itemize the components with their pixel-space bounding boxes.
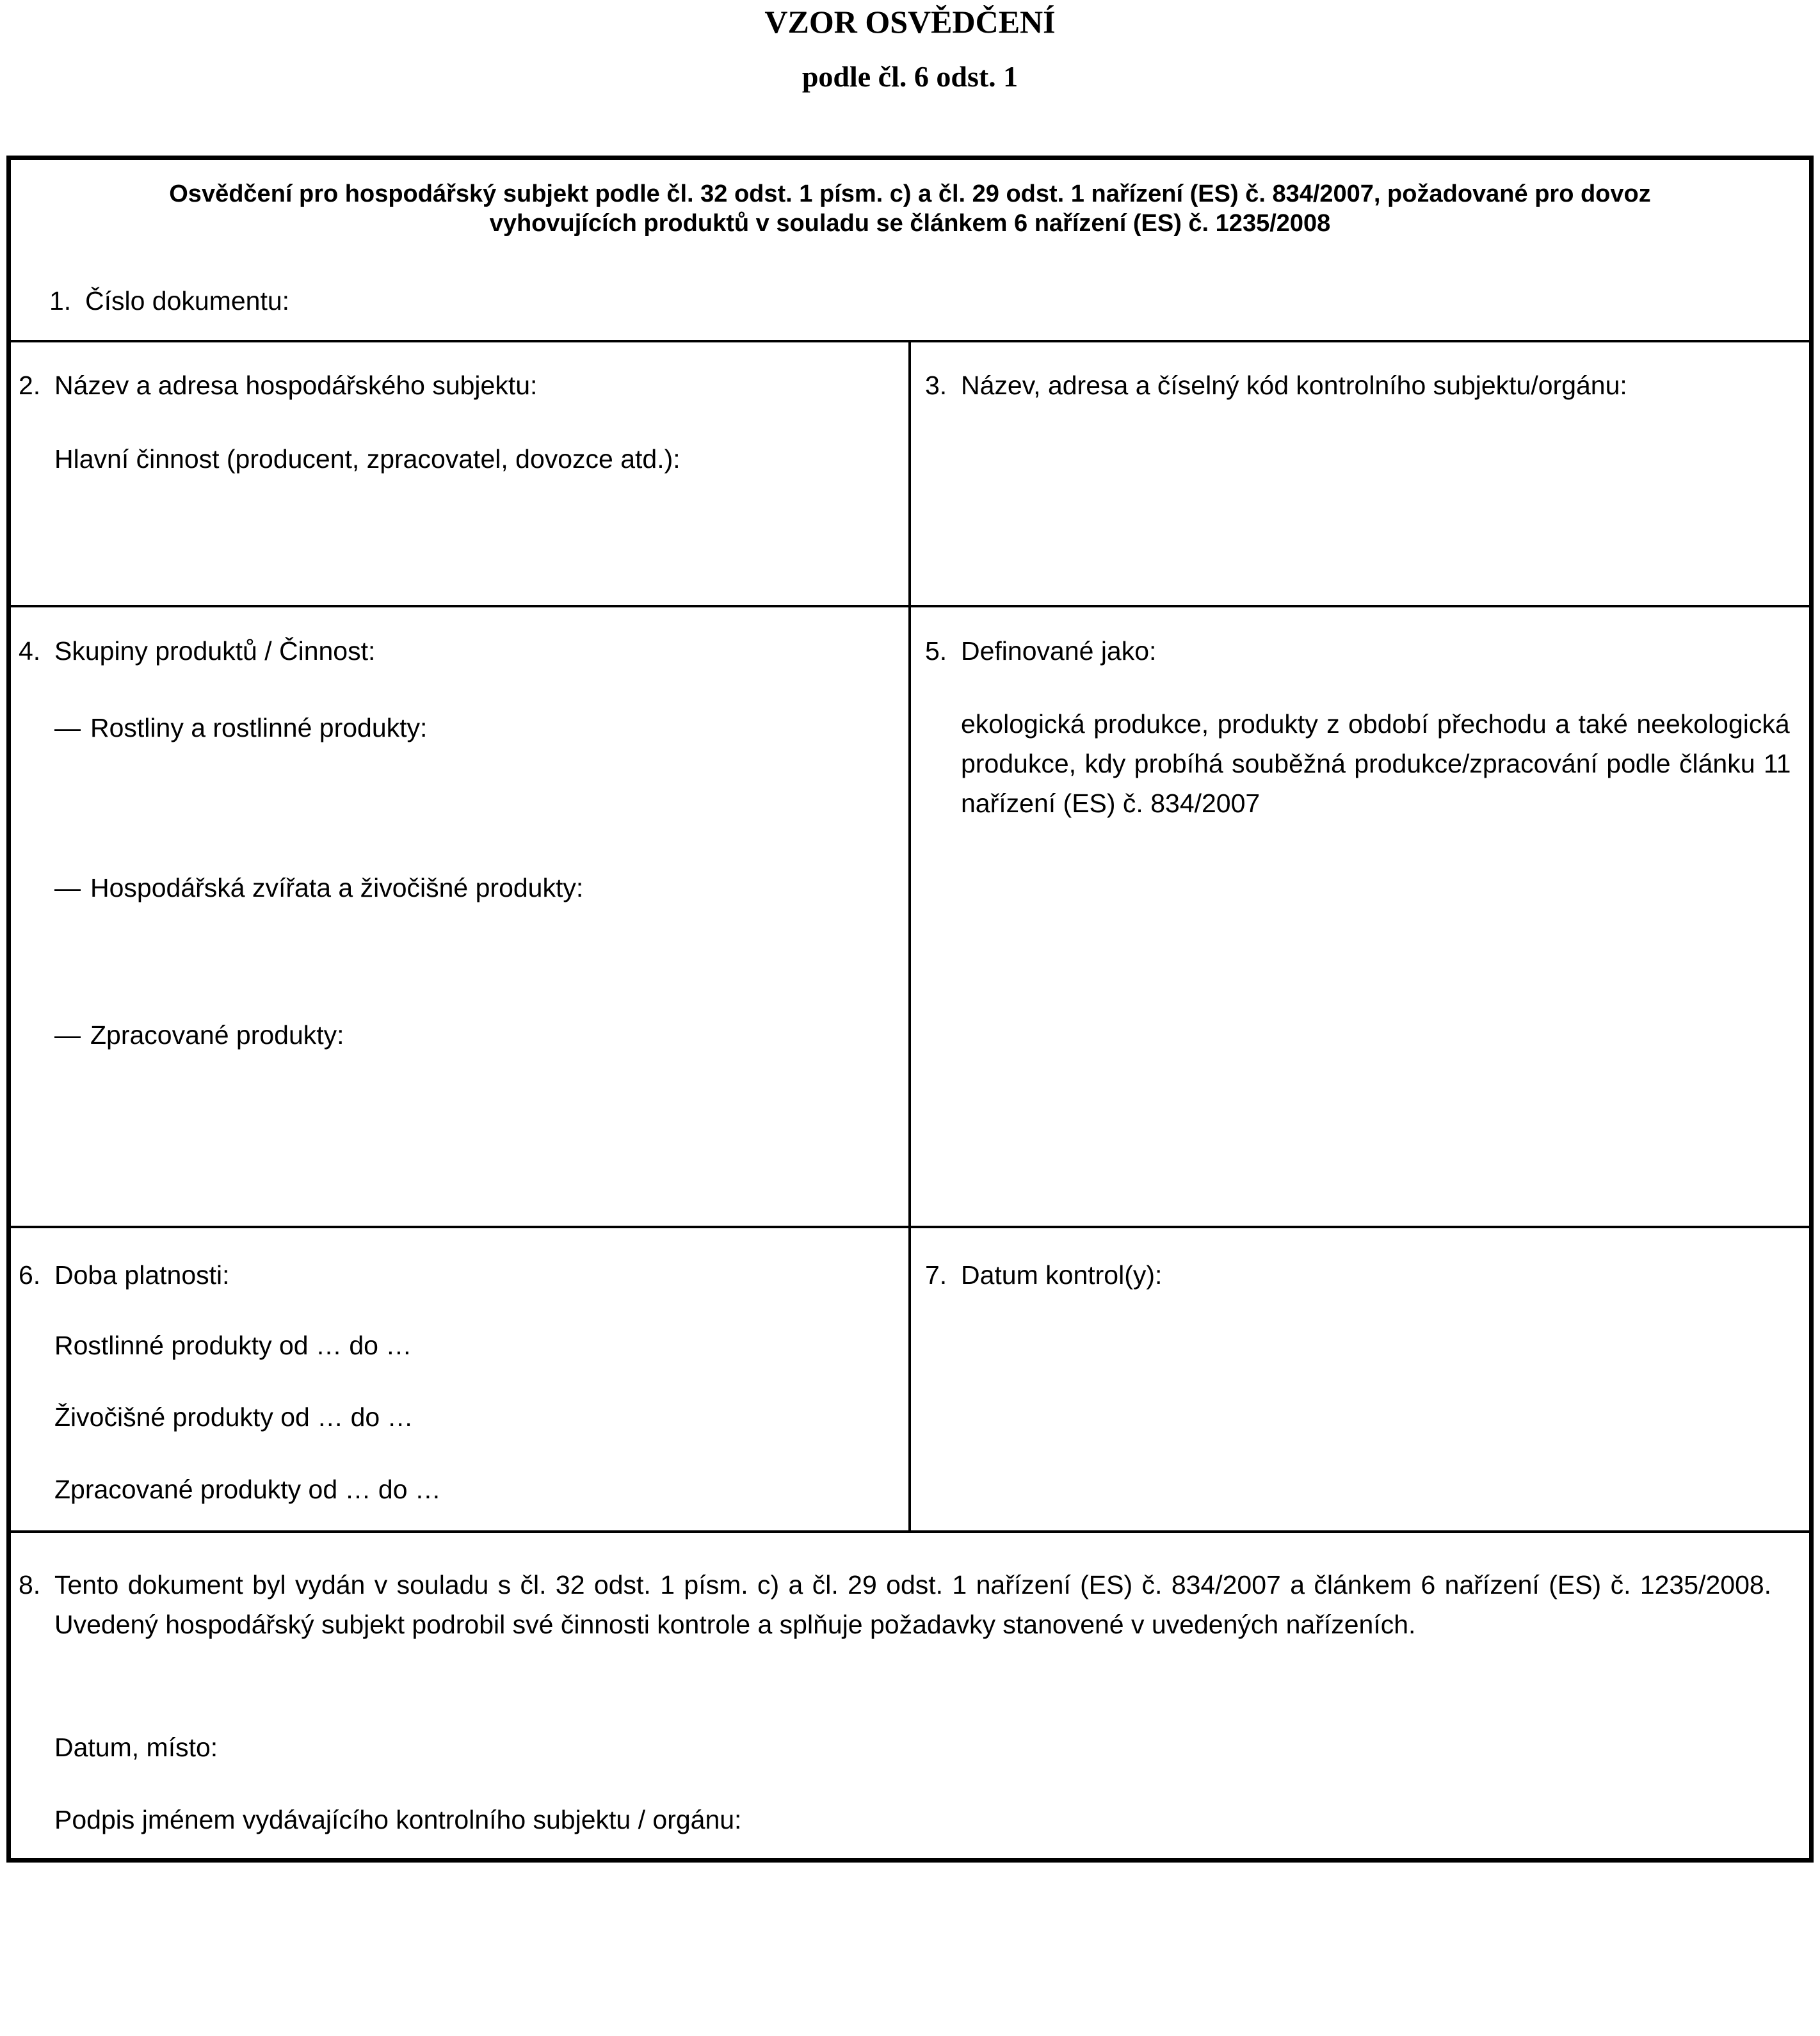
certificate-header — [49, 179, 1771, 238]
dash-bullet: — — [54, 873, 81, 902]
row-certificate-header — [11, 160, 1809, 340]
field-4-label: Skupiny produktů / Činnost: — [54, 636, 376, 666]
field-8-compliance — [19, 1565, 1793, 1644]
product-group-item-label: Rostliny a rostlinné produkty: — [90, 713, 428, 742]
field-1-document-number — [49, 281, 1771, 321]
certificate-header-line-2: vyhovujících produktů v souladu se článkem 6 nařízení (ES) č. 1235/2008 — [489, 210, 1331, 237]
field-8-text — [54, 1565, 1793, 1644]
field-7-inspection-dates — [925, 1255, 1793, 1295]
field-5-number: 5. — [925, 636, 947, 666]
field-5-defined-as — [925, 631, 1793, 671]
field-signature-label: Podpis jménem vydávajícího kontrolního subjektu / orgánu: — [54, 1805, 742, 1834]
field-5-definition-line: ekologická produkce, produkty z období přechodu a také neekologická — [961, 709, 1790, 739]
field-8-number: 8. — [19, 1570, 41, 1599]
field-7-label: Datum kontrol(y): — [961, 1260, 1163, 1290]
product-group-item-livestock — [54, 868, 896, 908]
field-4-number: 4. — [19, 636, 41, 666]
dash-bullet: — — [54, 713, 81, 742]
field-1-number: 1. — [49, 286, 72, 316]
cell-inspection-dates — [911, 1228, 1809, 1530]
field-5-definition-line: nařízení (ES) č. 834/2007 — [961, 789, 1260, 818]
field-5-label: Definované jako: — [961, 636, 1157, 666]
field-8-line-2: Uvedený hospodářský subjekt podrobil své činnosti kontrole a splňuje požadavky stanovené v uvedených nařízeních. — [54, 1610, 1416, 1639]
product-group-item-processed — [54, 1015, 896, 1055]
field-2-number: 2. — [19, 371, 41, 400]
field-5-definition-text — [961, 704, 1793, 823]
row-validity — [11, 1226, 1809, 1530]
validity-item-animal: Živočišné produkty od … do … — [54, 1402, 414, 1432]
product-group-item-label: Zpracované produkty: — [90, 1020, 344, 1050]
field-4-product-groups — [19, 631, 896, 671]
validity-item-processed: Zpracované produkty od … do … — [54, 1475, 441, 1504]
field-2-main-activity: Hlavní činnost (producent, zpracovatel, dovozce atd.): — [54, 444, 680, 474]
field-1-label: Číslo dokumentu: — [85, 286, 290, 316]
field-6-label: Doba platnosti: — [54, 1260, 230, 1290]
field-2-label: Název a adresa hospodářského subjektu: — [54, 371, 538, 400]
field-2-operator-name-address — [19, 365, 896, 405]
cell-product-groups — [11, 607, 911, 1226]
field-date-place-label: Datum, místo: — [54, 1733, 218, 1762]
product-group-item-label: Hospodářská zvířata a živočišné produkty: — [90, 873, 584, 902]
field-3-inspection-body — [925, 365, 1793, 405]
field-8-line-1: Tento dokument byl vydán v souladu s čl. 32 odst. 1 písm. c) a čl. 29 odst. 1 nařízení (ES) č. 834/2007 a článkem 6 nařízení (ES) č. 1235/2008. — [54, 1570, 1772, 1599]
field-7-number: 7. — [925, 1260, 947, 1290]
row-operator-inspection — [11, 340, 1809, 605]
document-subtitle: podle čl. 6 odst. 1 — [801, 60, 1019, 93]
dash-bullet: — — [54, 1020, 81, 1050]
certificate-header-line-1: Osvědčení pro hospodářský subjekt podle čl. 32 odst. 1 písm. c) a čl. 29 odst. 1 nařízení (ES) č. 834/2007, požadované pro dovoz — [169, 180, 1651, 207]
field-6-validity — [19, 1255, 896, 1295]
cell-validity — [11, 1228, 911, 1530]
field-6-number: 6. — [19, 1260, 41, 1290]
cell-inspection-body — [911, 342, 1809, 605]
row-product-groups — [11, 605, 1809, 1226]
field-5-definition-line: produkce, kdy probíhá souběžná produkce/zpracování podle článku 11 — [961, 749, 1791, 778]
field-3-number: 3. — [925, 371, 947, 400]
validity-item-plant: Rostlinné produkty od … do … — [54, 1331, 412, 1360]
document-title: VZOR OSVĚDČENÍ — [764, 4, 1056, 40]
certificate-table — [6, 156, 1814, 1863]
row-compliance — [11, 1530, 1809, 1858]
cell-defined-as — [911, 607, 1809, 1226]
product-group-item-plants — [54, 708, 896, 748]
cell-operator — [11, 342, 911, 605]
field-3-label: Název, adresa a číselný kód kontrolního subjektu/orgánu: — [961, 371, 1627, 400]
